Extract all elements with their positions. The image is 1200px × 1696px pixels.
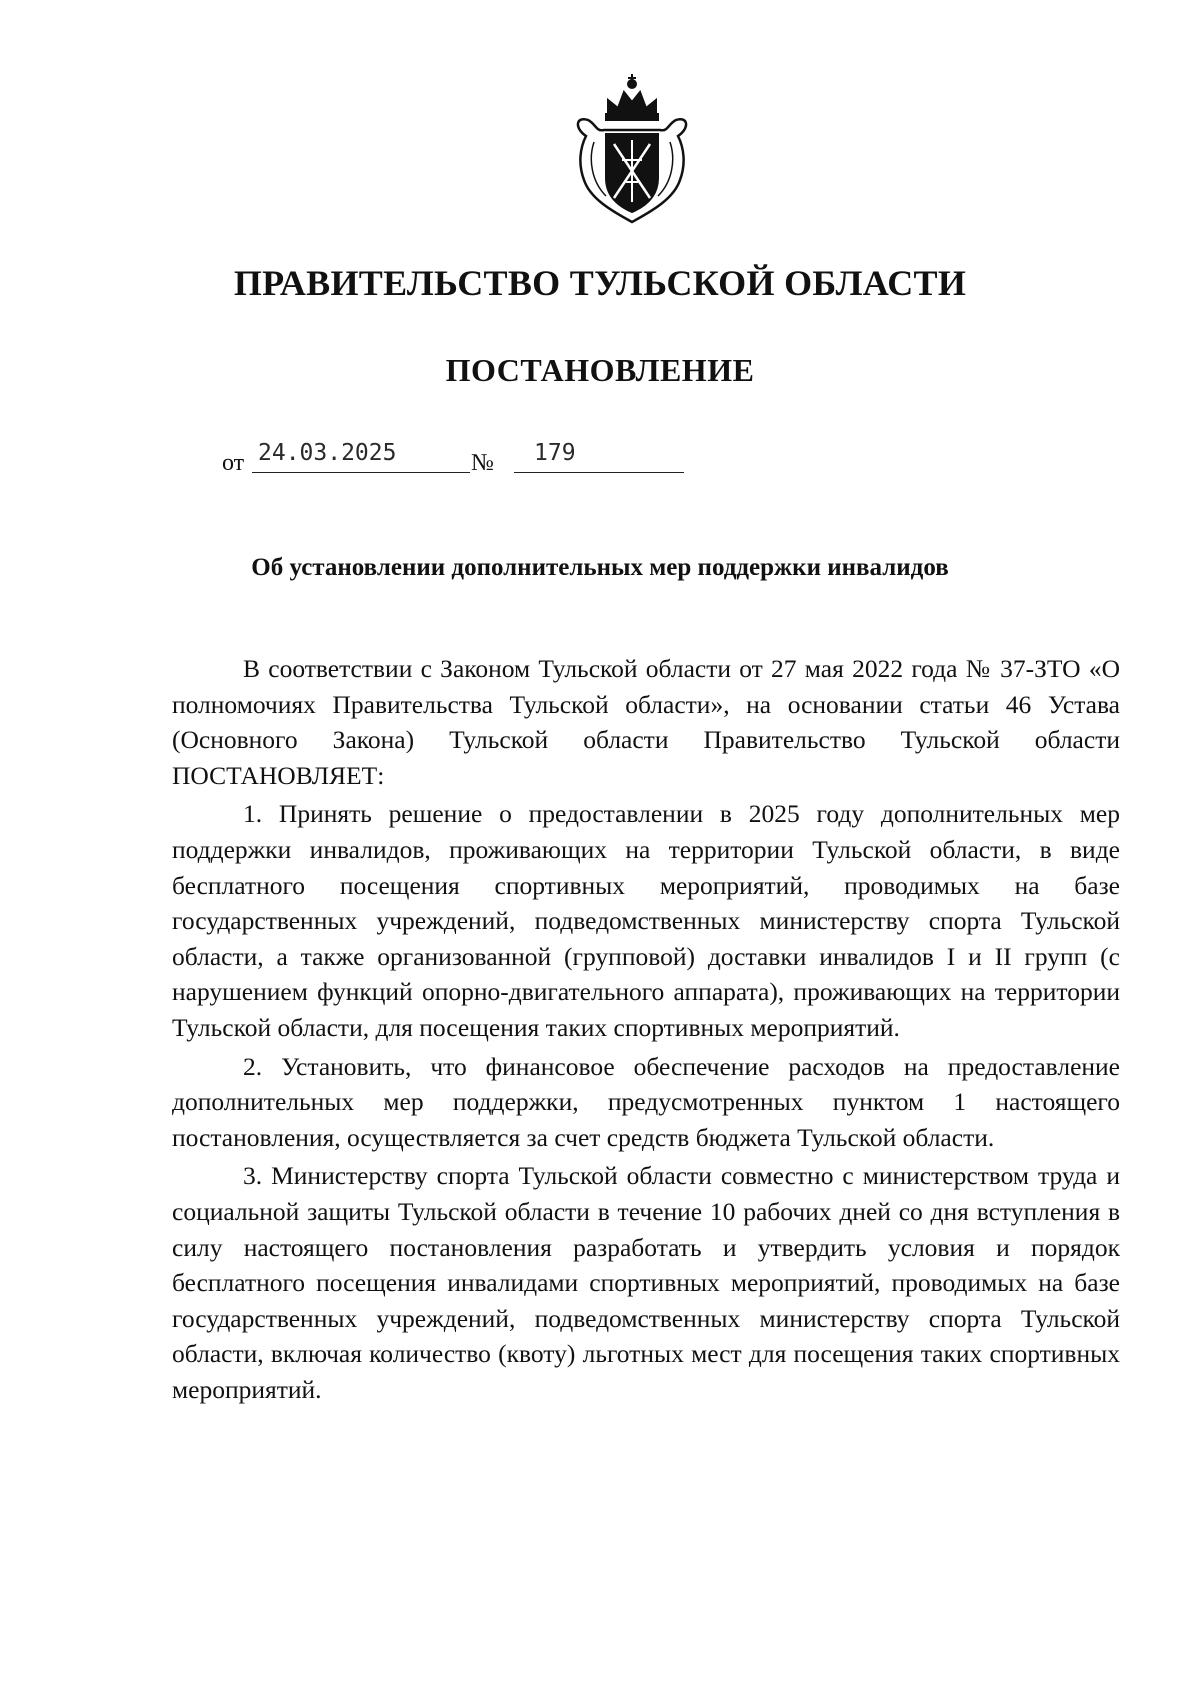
date-label: от	[222, 450, 245, 476]
number-underline	[514, 472, 684, 473]
document-number: 179	[534, 440, 576, 466]
tula-coat-of-arms-icon	[566, 70, 698, 228]
organization-title: ПРАВИТЕЛЬСТВО ТУЛЬСКОЙ ОБЛАСТИ	[233, 263, 967, 303]
clause-2-paragraph: 2. Установить, что финансовое обеспечение расходов на предоставление дополнительных мер поддержки, предусмотренных пунктом 1 настоящего постановления, осуществляется за счет средств бюджета Тульской области.	[172, 1051, 1120, 1152]
number-label: №	[471, 450, 494, 476]
document-body	[172, 651, 1120, 1407]
date-underline	[252, 472, 470, 473]
clause-1-paragraph: 1. Принять решение о предоставлении в 2025 году дополнительных мер поддержки инвалидов, проживающих на территории Тульской области, в виде бесплатного посещения спортивных мероприятий, проводимых на базе государственных учреждений, подведомственных министерству спорта Тульской области, а также организованной (групповой) доставки инвалидов I и II групп (с нарушением функций опорно-двигательного аппарата), проживающих на территории Тульской области, для посещения таких спортивных мероприятий.	[172, 799, 1120, 1042]
document-meta	[222, 440, 742, 480]
document-date: 24.03.2025	[258, 440, 397, 466]
preamble-paragraph: В соответствии с Законом Тульской области от 27 мая 2022 года № 37-ЗТО «О полномочиях Правительства Тульской области», на основании статьи 46 Устава (Основного Закона) Тульской области Правительство Тульской области ПОСТАНОВЛЯЕТ:	[172, 654, 1120, 790]
document-type: ПОСТАНОВЛЕНИЕ	[445, 352, 755, 388]
document-subject: Об установлении дополнительных мер поддержки инвалидов	[251, 554, 949, 581]
clause-3-paragraph: 3. Министерству спорта Тульской области совместно с министерством труда и социальной защиты Тульской области в течение 10 рабочих дней со дня вступления в силу настоящего постановления разработать и утвердить условия и порядок бесплатного посещения инвалидами спортивных мероприятий, проводимых на базе государственных учреждений, подведомственных министерству спорта Тульской области, включая количество (квоту) льготных мест для посещения таких спортивных мероприятий.	[172, 1161, 1120, 1404]
